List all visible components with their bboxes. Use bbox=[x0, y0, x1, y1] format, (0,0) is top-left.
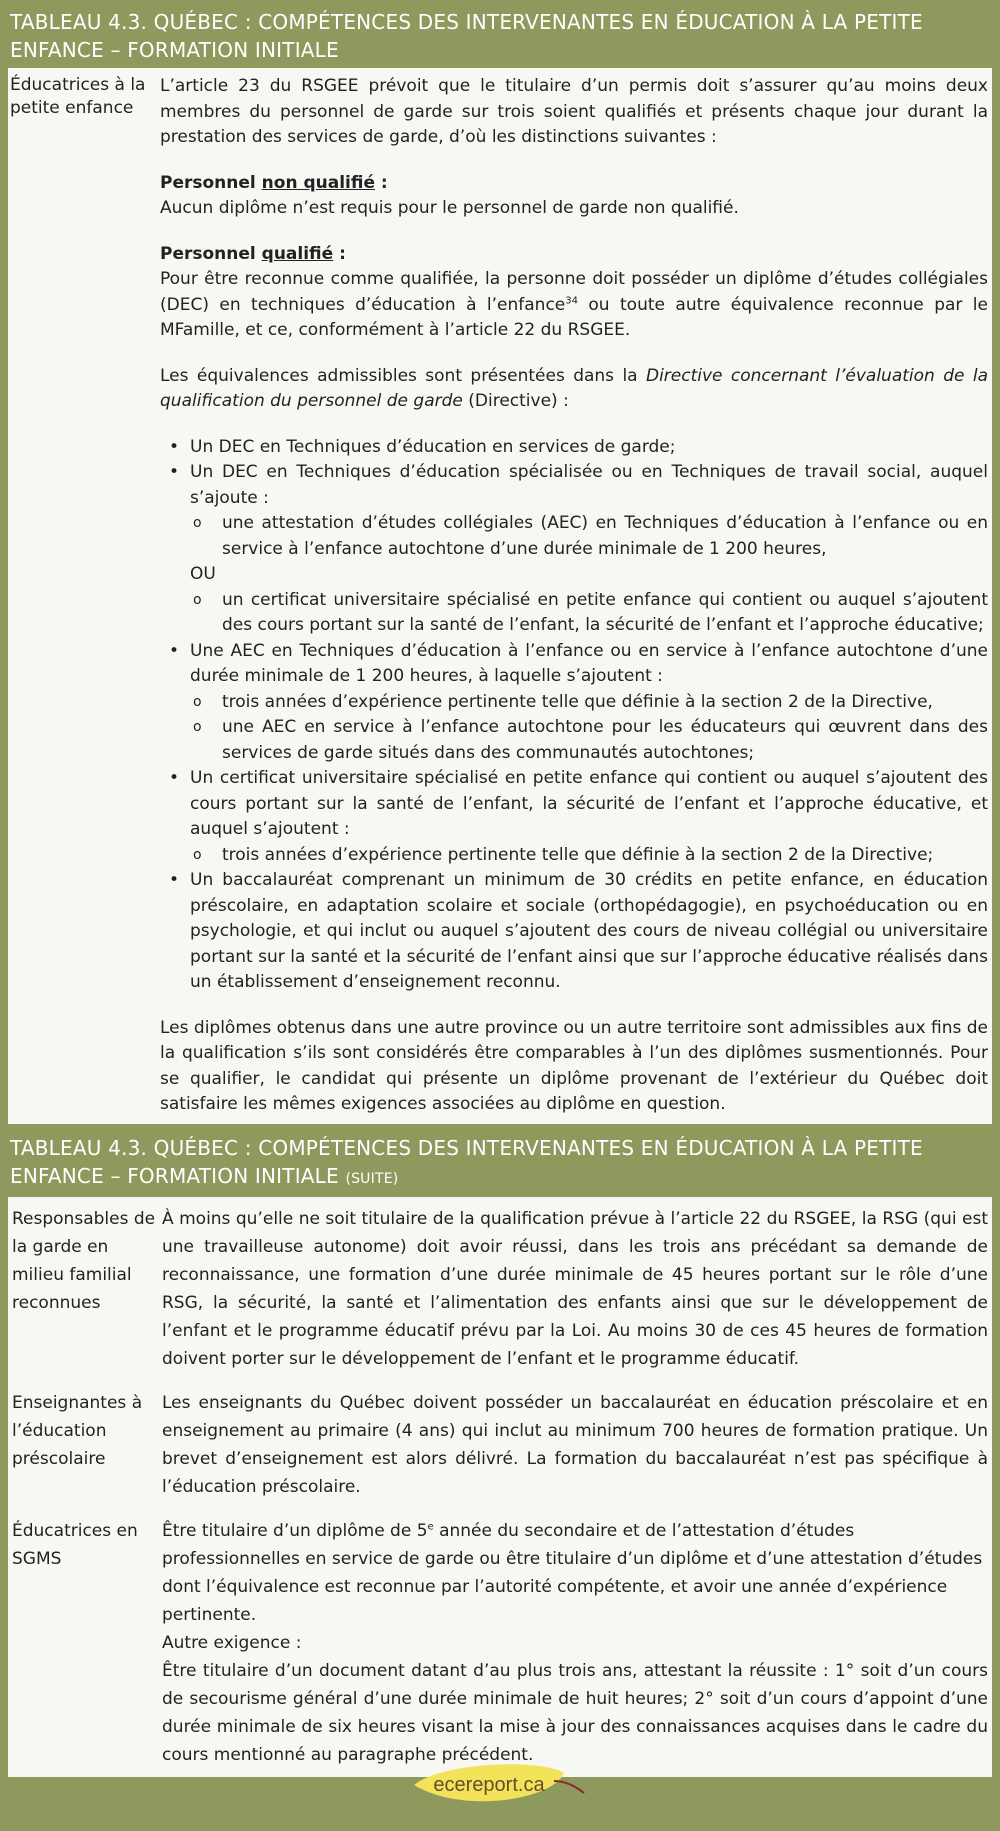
logo-text: ecereport.ca bbox=[433, 1774, 545, 1796]
or-separator: OU bbox=[190, 564, 216, 584]
equivalences-paragraph: Les équivalences admissibles sont présentées dans la Directive concernant l’évaluation de la qualification du personnel de garde (Directive) : bbox=[160, 365, 988, 411]
sub-list-item: o une attestation d’études collégiales (AEC) en Techniques d’éducation à l’enfance ou en service à l’enfance autochtone d’une durée minimale de 1 200 heures, bbox=[160, 511, 988, 562]
table-header bbox=[0, 1124, 1000, 1197]
intro-paragraph: L’article 23 du RSGEE prévoit que le titulaire d’un permis doit s’assurer qu’au moins deux membres du personnel de garde sur trois soient qualifiés et présents chaque jour durant la prestation des services de garde, d’où les distinctions suivantes : bbox=[160, 76, 988, 147]
row-content: Les enseignants du Québec doivent posséder un baccalauréat en éducation préscolaire et en enseignement au primaire (4 ans) qui inclut au minimum 700 heures de formation pratique. Un brevet d’enseignement est alors délivré. La formation du baccalauréat n’est pas spécifique à l’éducation préscolaire. bbox=[162, 1392, 988, 1497]
footer bbox=[0, 1754, 1000, 1814]
sub-list-item: o trois années d’expérience pertinente telle que définie à la section 2 de la Directive, bbox=[160, 690, 988, 716]
list-item: • Une AEC en Techniques d’éducation à l’enfance ou en service à l’enfance autochtone d’une durée minimale de 1 200 heures, à laquelle s’ajoutent : bbox=[160, 639, 988, 690]
table-title: TABLEAU 4.3. QUÉBEC : COMPÉTENCES DES INTERVENANTES EN ÉDUCATION À LA PETITE ENFANCE – FORMATION INITIALE bbox=[10, 10, 923, 62]
footnote-ref: 34 bbox=[565, 294, 578, 306]
table-row bbox=[8, 1509, 992, 1777]
row-label: Responsables de la garde en milieu familial reconnues bbox=[12, 1208, 156, 1313]
row-label: Éducatrices à la petite enfance bbox=[10, 75, 146, 118]
list-item: • Un DEC en Techniques d’éducation spécialisée ou en Techniques de travail social, auquel s’ajoute : bbox=[160, 460, 988, 511]
nonqualified-text: Aucun diplôme n’est requis pour le personnel de garde non qualifié. bbox=[160, 198, 739, 218]
qualified-heading: Personnel qualifié : bbox=[160, 243, 346, 264]
list-item: • Un certificat universitaire spécialisé en petite enfance qui contient ou auquel s’ajoutent des cours portant sur la santé de l’enfant, la sécurité de l’enfant et l’approche éducative, et auquel s’ajoutent : bbox=[160, 766, 988, 843]
other-requirement-text: Être titulaire d’un document datant d’au plus trois ans, attestant la réussite : 1° soit d’un cours de secourisme général d’une durée minimale de huit heures; 2° soit d’un cours d’appoint d’une durée minimale de six heures visant la mise à jour des connaissances acquises dans le cadre du cours mentionné au paragraphe précédent. bbox=[162, 1660, 988, 1765]
sub-list-item: o trois années d’expérience pertinente telle que définie à la section 2 de la Directive; bbox=[160, 843, 988, 869]
table-title: TABLEAU 4.3. QUÉBEC : COMPÉTENCES DES INTERVENANTES EN ÉDUCATION À LA PETITE ENFANCE – FORMATION INITIALE bbox=[10, 1135, 923, 1188]
table-body bbox=[8, 1197, 992, 1777]
other-requirement-label: Autre exigence : bbox=[162, 1632, 302, 1653]
table-row bbox=[8, 68, 992, 1124]
row-label: Éducatrices en SGMS bbox=[12, 1520, 138, 1569]
sub-list-item: o une AEC en service à l’enfance autochtone pour les éducateurs qui œuvrent dans des services de garde situés dans des communautés autochtones; bbox=[160, 715, 988, 766]
nonqualified-heading: Personnel non qualifié : bbox=[160, 172, 388, 193]
table-title-suite: (SUITE) bbox=[345, 1170, 399, 1187]
leaf-logo[interactable] bbox=[404, 1759, 594, 1811]
row-label: Enseignantes à l’éducation préscolaire bbox=[12, 1392, 143, 1469]
closing-paragraph: Les diplômes obtenus dans une autre province ou un autre territoire sont admissibles aux fins de la qualification s’ils sont considérés être comparables à l’un des diplômes susmentionnés. Pour se qualifier, le candidat qui présente un diplôme provenant de l’extérieur du Québec doit satisfaire les mêmes exigences associées au diplôme en question. bbox=[160, 1017, 988, 1114]
row-content bbox=[162, 1509, 992, 1777]
list-item: • Un DEC en Techniques d’éducation en services de garde; bbox=[160, 435, 988, 461]
table-header bbox=[0, 0, 1000, 68]
row-content: À moins qu’elle ne soit titulaire de la qualification prévue à l’article 22 du RSGEE, la RSG (qui est une travailleuse autonome) doit avoir réussi, dans les trois ans précédant sa demande de reconnaissance, une formation d’une durée minimale de 45 heures portant sur le rôle d’une RSG, la sécurité, la santé et l’alimentation des enfants ainsi que sur le développement de l’enfant et le programme éducatif prévu par la Loi. Au moins 30 de ces 45 heures de formation doivent porter sur le développement de l’enfant et le programme éducatif. bbox=[162, 1208, 988, 1369]
table-row bbox=[8, 1197, 992, 1381]
sub-list-item: o un certificat universitaire spécialisé en petite enfance qui contient ou auquel s’ajoutent des cours portant sur la santé de l’enfant, la sécurité de l’enfant et l’approche éducative; bbox=[160, 588, 988, 639]
table-body bbox=[8, 68, 992, 1124]
leaf-stem-icon bbox=[554, 1781, 584, 1793]
qualified-text: Pour être reconnue comme qualifiée, la personne doit posséder un diplôme d’études collégiales (DEC) en techniques d’éducation à l’enfance$^{34}$ ou toute autre équivalence reconnue par le MFamille, et ce, conformément à l’article 22 du RSGEE. bbox=[160, 269, 988, 340]
equivalences-list bbox=[160, 435, 988, 996]
sgms-requirement: Être titulaire d’un diplôme de 5e année du secondaire et de l’attestation d’études professionnelles en service de garde ou être titulaire d’un diplôme et d’une attestation d’études dont l’équivalence est reconnue par l’autorité compétente, et avoir une année d’expérience pertinente. bbox=[162, 1520, 983, 1625]
row-content bbox=[160, 68, 992, 1124]
list-item: • Un baccalauréat comprenant un minimum de 30 crédits en petite enfance, en éducation préscolaire, en adaptation scolaire et sociale (orthopédagogie), en psychoéducation ou en psychologie, et qui inclut ou auquel s’ajoutent des cours de niveau collégial ou universitaire portant sur la santé et la sécurité de l’enfant ainsi que sur l’approche éducative réalisés dans un établissement d’enseignement reconnu. bbox=[160, 868, 988, 996]
directive-title: Directive concernant l’évaluation de la qualification du personnel de garde bbox=[160, 365, 988, 411]
table-row bbox=[8, 1381, 992, 1509]
